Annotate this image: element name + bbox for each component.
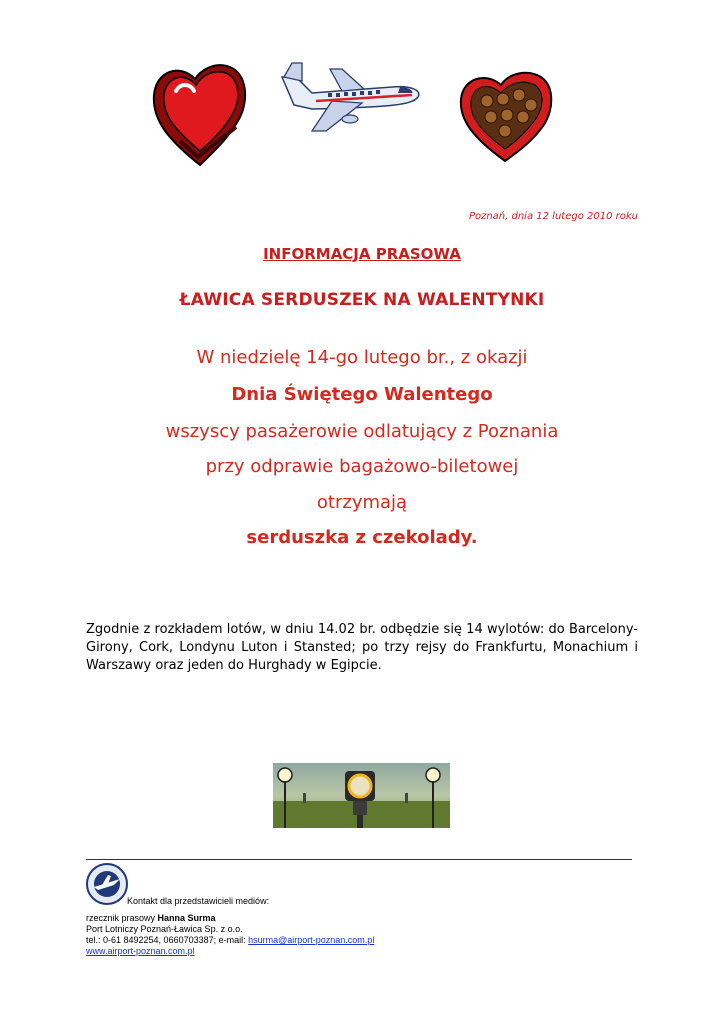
airport-logo-icon	[86, 863, 128, 905]
runway-light-photo	[273, 763, 450, 828]
body-paragraph: Zgodnie z rozkładem lotów, w dniu 14.02 br. odbędzie się 14 wylotów: do Barcelony-Girony, Cork, Londynu Luton i Stansted; po trzy rejsy do Frankfurtu, Monachium i Warszawy oraz jeden do Hurghady w Egipcie.	[86, 622, 638, 673]
website-link[interactable]: www.airport-poznan.com.pl	[86, 946, 195, 956]
lead-line-3: wszyscy pasażerowie odlatujący z Poznania	[165, 421, 559, 442]
spokesperson-name: Hanna Surma	[157, 913, 216, 923]
email-link[interactable]: hsurma@airport-poznan.com.pl	[248, 935, 375, 945]
press-release-kicker: INFORMACJA PRASOWA	[263, 245, 461, 263]
lead-line-2: Dnia Świętego Walentego	[231, 384, 493, 405]
header-illustrations	[0, 55, 724, 175]
headline: ŁAWICA SERDUSZEK NA WALENTYNKI	[179, 290, 545, 310]
company-line: Port Lotniczy Poznań-Ławica Sp. z o.o.	[86, 924, 243, 934]
lead-line-4: przy odprawie bagażowo-biletowej	[205, 456, 519, 477]
date-line: Poznań, dnia 12 lutego 2010 roku	[468, 211, 638, 222]
contact-title: Kontakt dla przedstawicieli mediów:	[127, 896, 270, 906]
chocolate-heart-icon	[457, 69, 555, 164]
airplane-icon	[272, 57, 424, 137]
heart-box-icon	[150, 61, 250, 169]
lead-line-5: otrzymają	[316, 492, 408, 513]
phone-email-line	[86, 935, 374, 946]
spokesperson-line	[86, 913, 374, 924]
footer-contact	[86, 913, 374, 957]
lead-line-6: serduszka z czekolady.	[246, 527, 478, 548]
spokesperson-prefix: rzecznik prasowy	[86, 913, 158, 923]
footer-divider	[86, 859, 632, 860]
phone-text: tel.: 0-61 8492254, 0660703387; e-mail:	[86, 935, 249, 945]
lead-line-1: W niedzielę 14-go lutego br., z okazji	[196, 347, 528, 368]
